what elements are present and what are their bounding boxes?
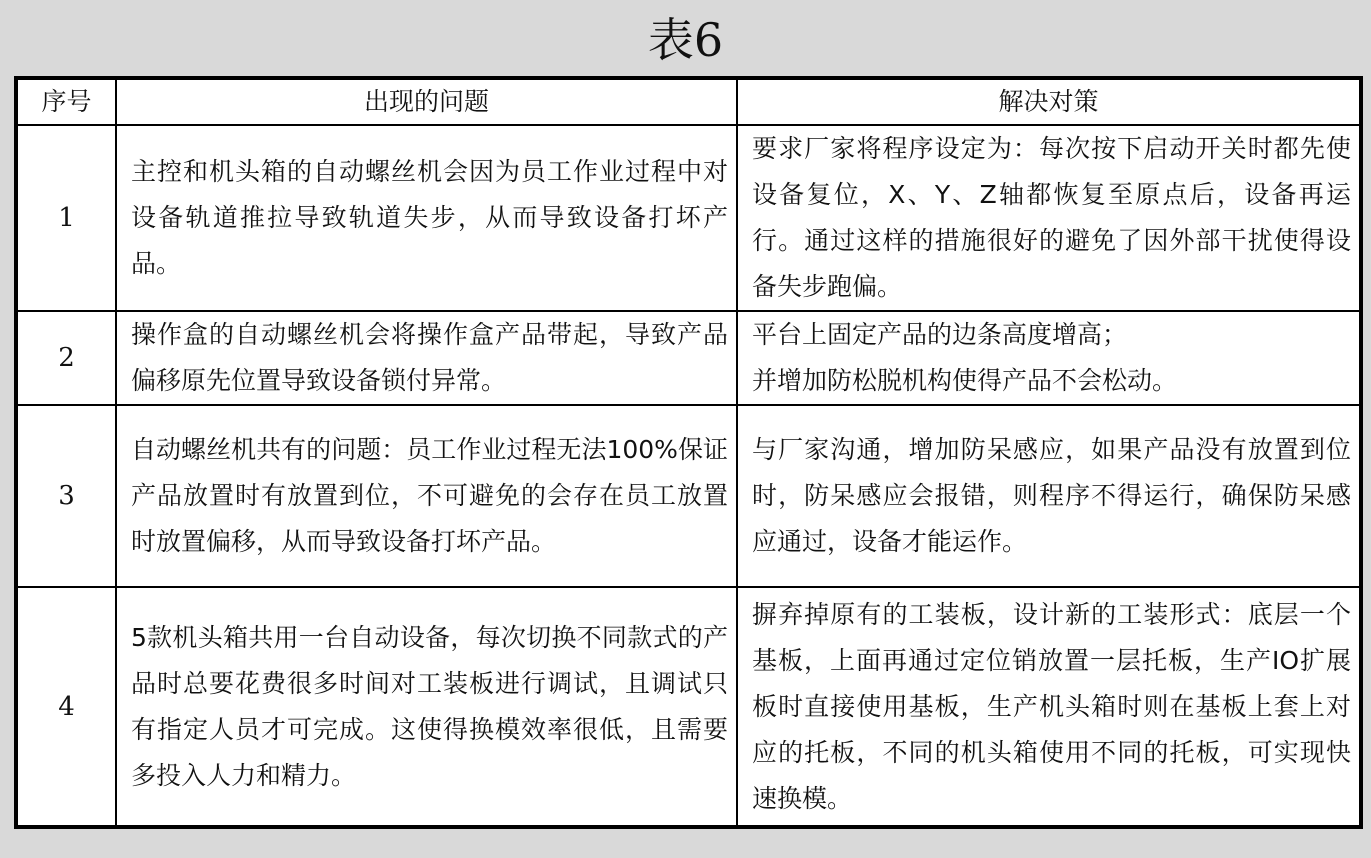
solution-line: 平台上固定产品的边条高度增高；	[752, 320, 1128, 349]
solution-cell: 摒弃掉原有的工装板，设计新的工装形式：底层一个基板，上面再通过定位销放置一层托板，生产IO扩展板时直接使用基板，生产机头箱时则在基板上套上对应的托板，不同的机头箱使用不同的托板，可实现快速换模。	[737, 587, 1361, 827]
header-problem: 出现的问题	[116, 78, 737, 125]
problem-cell: 主控和机头箱的自动螺丝机会因为员工作业过程中对设备轨道推拉导致轨道失步，从而导致设备打坏产品。	[116, 125, 737, 311]
row-number: 3	[16, 405, 116, 587]
table-row	[16, 311, 1361, 405]
solution-cell: 要求厂家将程序设定为：每次按下启动开关时都先使设备复位，X、Y、Z轴都恢复至原点后，设备再运行。通过这样的措施很好的避免了因外部干扰使得设备失步跑偏。	[737, 125, 1361, 311]
problem-cell: 自动螺丝机共有的问题：员工作业过程无法100%保证产品放置时有放置到位，不可避免的会存在员工放置时放置偏移，从而导致设备打坏产品。	[116, 405, 737, 587]
problem-cell: 5款机头箱共用一台自动设备，每次切换不同款式的产品时总要花费很多时间对工装板进行调试，且调试只有指定人员才可完成。这使得换模效率很低，且需要多投入人力和精力。	[116, 587, 737, 827]
table-row	[16, 587, 1361, 827]
table-row	[16, 405, 1361, 587]
table-header-row	[16, 78, 1361, 125]
header-solution: 解决对策	[737, 78, 1361, 125]
row-number: 1	[16, 125, 116, 311]
solution-line: 并增加防松脱机构使得产品不会松动。	[752, 366, 1178, 395]
row-number: 4	[16, 587, 116, 827]
table-row	[16, 125, 1361, 311]
problem-cell: 操作盒的自动螺丝机会将操作盒产品带起，导致产品偏移原先位置导致设备锁付异常。	[116, 311, 737, 405]
table-title: 表6	[647, 13, 724, 67]
header-serial-number: 序号	[16, 78, 116, 125]
problems-solutions-table	[14, 76, 1363, 829]
solution-cell	[737, 311, 1361, 405]
row-number: 2	[16, 311, 116, 405]
solution-cell: 与厂家沟通，增加防呆感应，如果产品没有放置到位时，防呆感应会报错，则程序不得运行，确保防呆感应通过，设备才能运作。	[737, 405, 1361, 587]
